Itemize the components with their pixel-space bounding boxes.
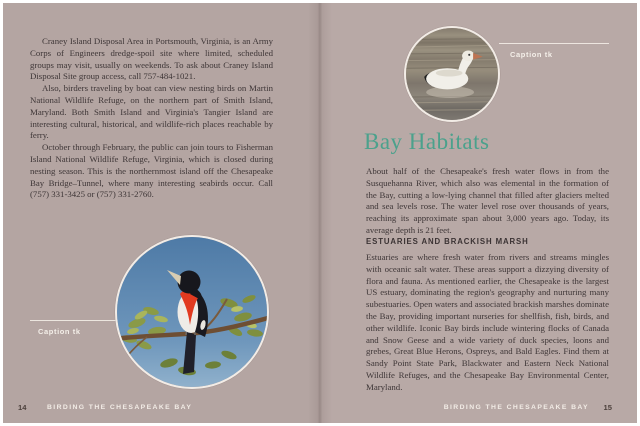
paragraph-estuaries: Estuaries are where fresh water from rivers and streams mingles with oceanic salt water. These areas support a dizzying diversity of flora and fauna. As mentioned earlier, the Chesapeake is the largest US estuary, dominating the region's geography and nurturing many subestuaries. Open waters and associated brackish marshes dominate the Bay, providing important nurseries for shellfish, fish, birds, and other wildlife. Iconic Bay birds include wintering flocks of Canada and Snow Geese and a wide variety of duck species, loons and grebes, Great Blue Herons, Ospreys, and Bald Eagles. Find them at Sandy Point State Park, Blackwater and Eastern Neck National Wildlife Refuges, and the Chesapeake Bay Environmental Center, Maryland. xyxy=(366,252,609,392)
photo-caption: Caption tk xyxy=(38,327,81,336)
goose-eye xyxy=(468,54,470,56)
snow-goose-photo xyxy=(404,26,500,122)
intro-paragraph xyxy=(366,166,609,237)
photo-caption: Caption tk xyxy=(510,50,553,59)
grosbeak-photo xyxy=(115,235,269,389)
section-heading-estuaries: ESTUARIES AND BRACKISH MARSH xyxy=(366,237,529,246)
caption-rule xyxy=(30,320,119,321)
section-paragraph xyxy=(366,252,609,394)
chapter-heading: Bay Habitats xyxy=(364,129,490,154)
goose-head xyxy=(462,51,474,62)
paragraph-craney-island: Craney Island Disposal Area in Portsmouth, Virginia, is an Army Corps of Engineers dredge-spoil site where limited, scheduled groups may visit, usually on weekends. To ask about Craney Island Disposal Site group access, call 757-484-1021. xyxy=(30,36,273,82)
left-page-text xyxy=(30,36,273,201)
left-page xyxy=(3,3,320,423)
paragraph-fisherman-island: October through February, the public can join tours to Fisherman Island National Wildlife Refuge, Virginia, which is closed during nesting season. This is the northernmost island off the Chesapeake Bay Bridge–Tunnel, where many interesting seabirds occur. Call (757) 331-3425 or (757) 331-2760. xyxy=(30,142,273,200)
paragraph-bay-formation: About half of the Chesapeake's fresh water flows in from the Susquehanna River, which also was elemental in the formation of the Bay, cutting a low-lying channel that filled after glaciers melted and sea levels rose. The water level rose over thousands of years, reaching its approximate span about 3,000 years ago. Today, its average depth is 21 feet. xyxy=(366,166,609,235)
page-number-right: 15 xyxy=(603,403,612,412)
running-title-left: BIRDING THE CHESAPEAKE BAY xyxy=(47,404,193,411)
snow-goose-illustration xyxy=(406,28,498,120)
paragraph-martin-refuge: Also, birders traveling by boat can view nesting birds on Martin National Wildlife Refuge, on the northern part of Smith Island, Maryland. Both Smith Island and Virginia's Tangier Island are interesting cultural, historical, and wildlife-rich places reachable by ferry. xyxy=(30,83,273,141)
right-page xyxy=(320,3,637,423)
caption-rule xyxy=(499,43,609,44)
running-title-right: BIRDING THE CHESAPEAKE BAY xyxy=(443,404,589,411)
grosbeak-illustration xyxy=(117,237,267,387)
page-number-left: 14 xyxy=(18,403,27,412)
